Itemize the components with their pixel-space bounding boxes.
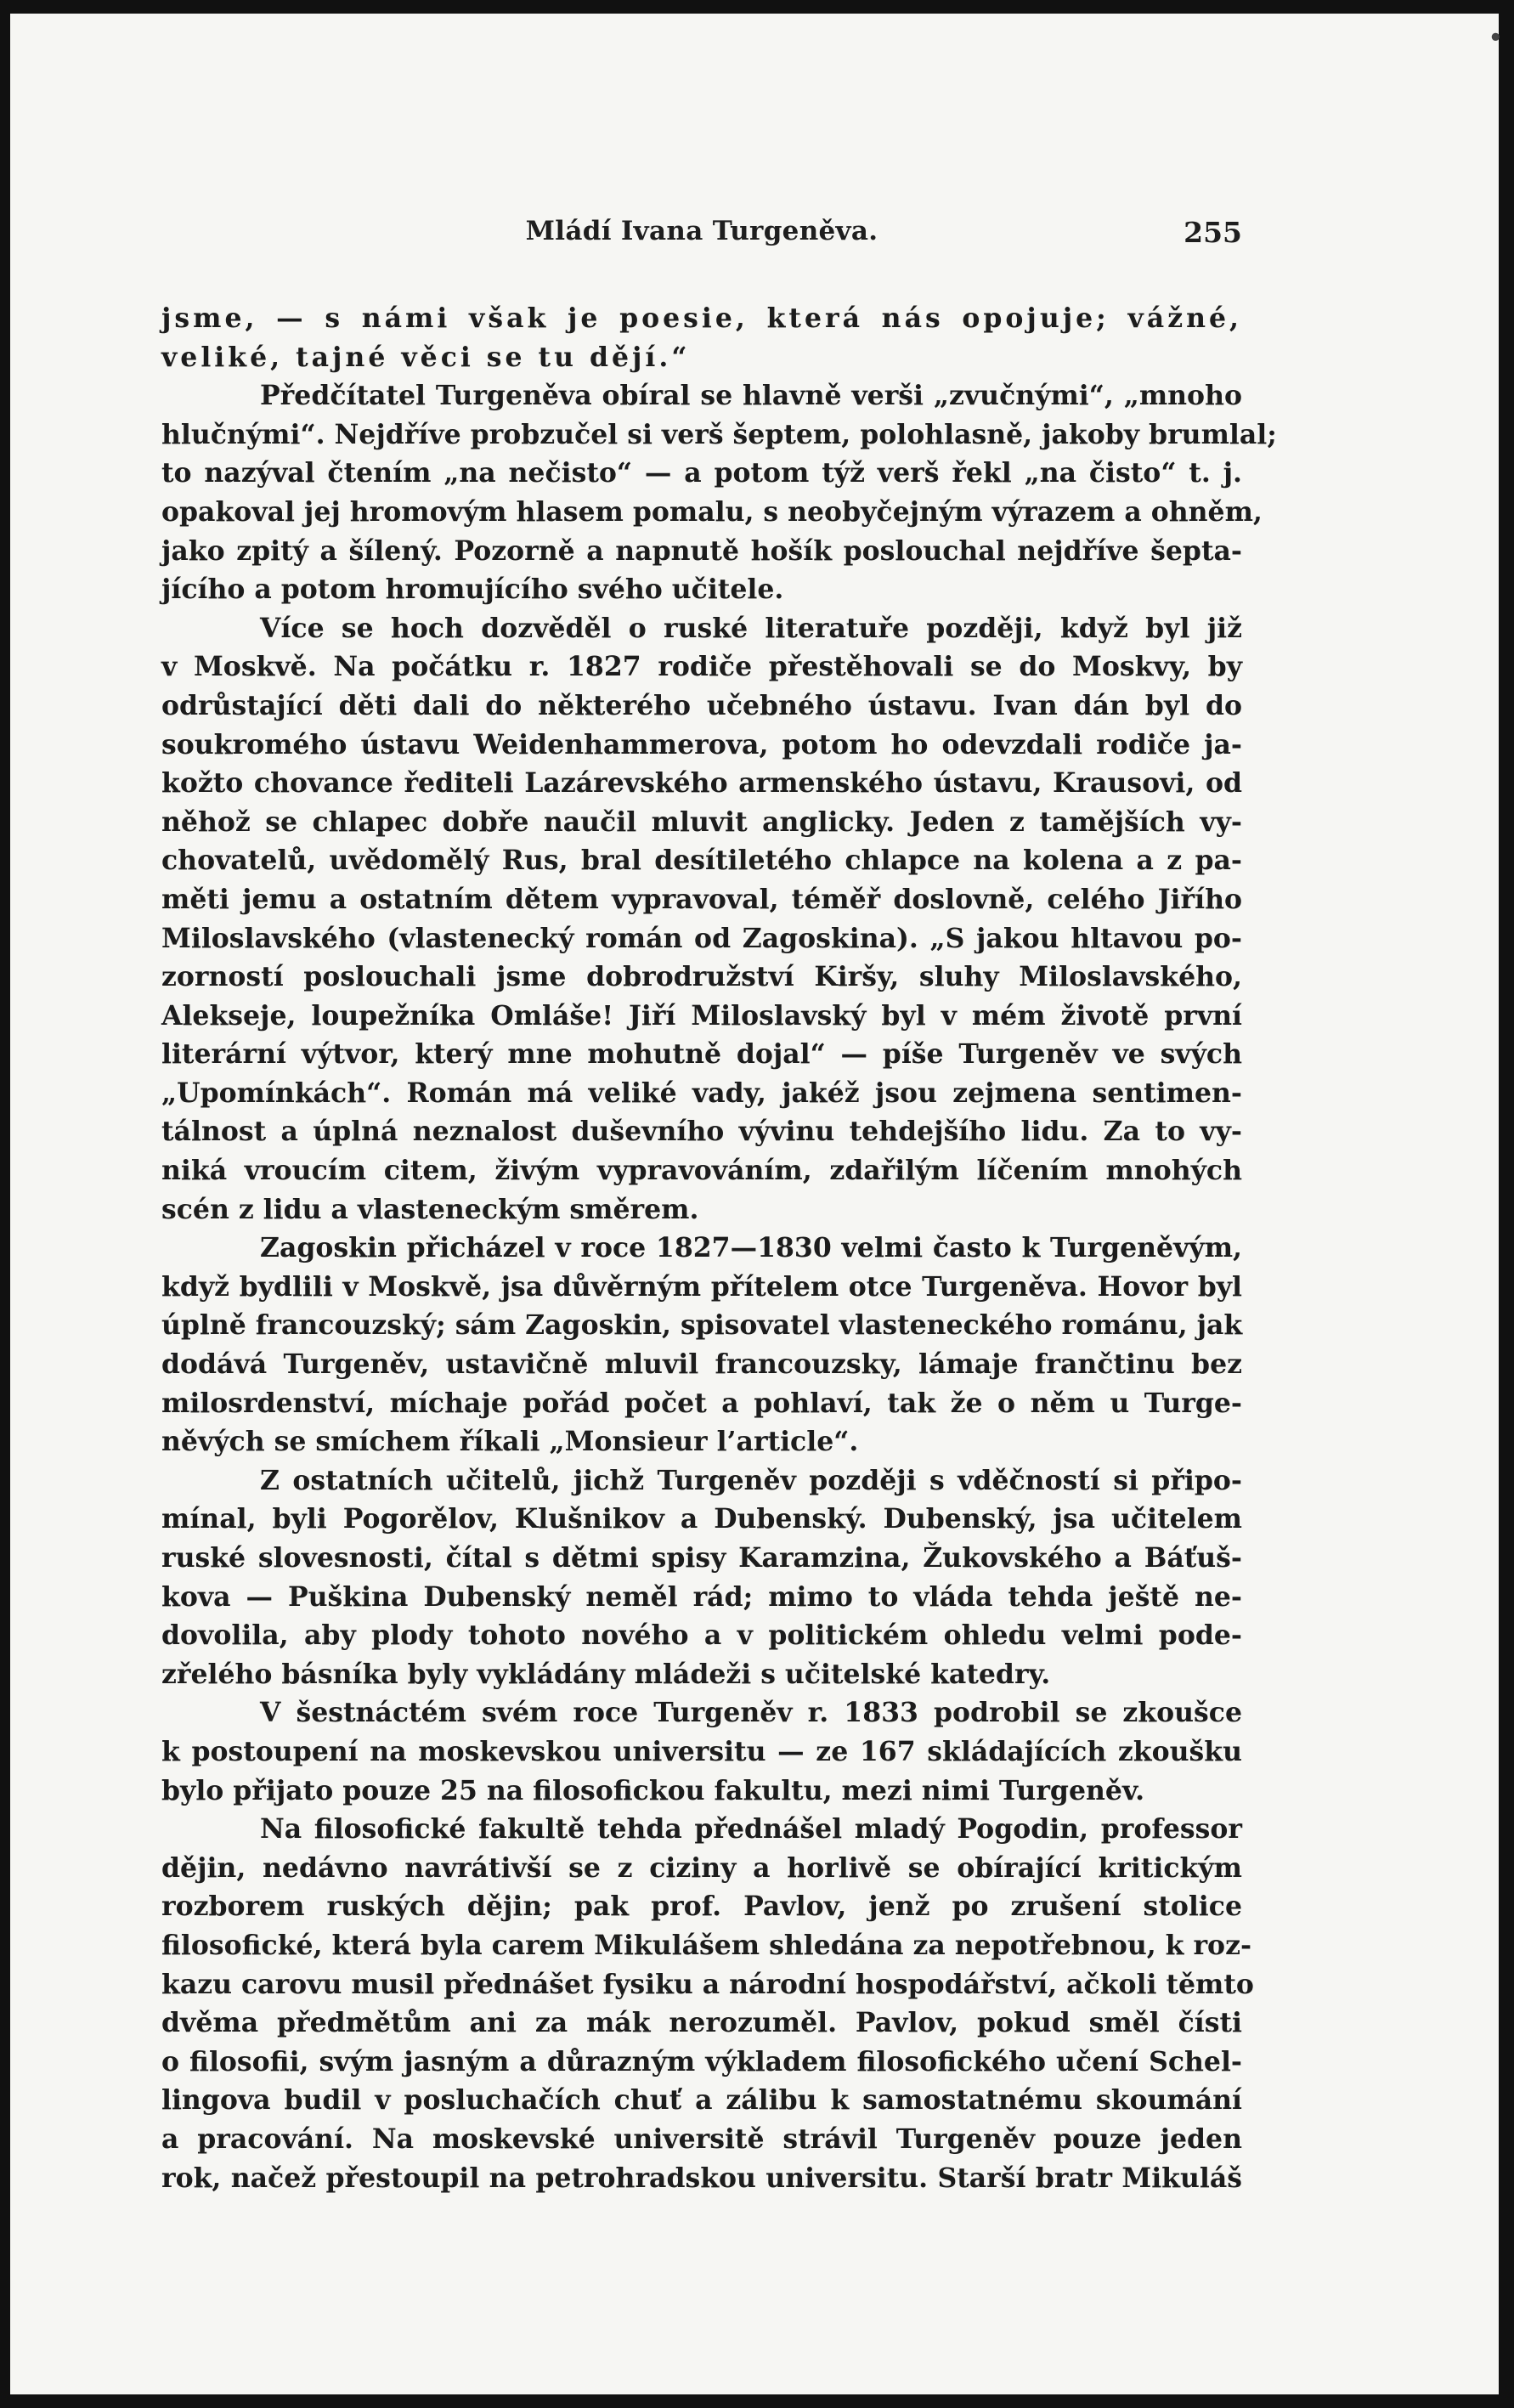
text-line: zřelého básníka byly vykládány mládeži s učitelské katedry.: [161, 1658, 1051, 1690]
text-line: „Upomínkách“. Román má veliké vady, jakéž jsou zejmena sentimen-: [161, 1077, 1242, 1109]
scan-dot: •: [1489, 25, 1503, 51]
text-line: dvěma předmětům ani za mák nerozuměl. Pavlov, pokud směl čísti: [161, 2007, 1242, 2039]
text-line: Na filosofické fakultě tehda přednášel mladý Pogodin, professor: [260, 1813, 1242, 1846]
text-line: Předčítatel Turgeněva obíral se hlavně verši „zvučnými“, „mnoho: [260, 380, 1242, 412]
text-line: opakoval jej hromovým hlasem pomalu, s neobyčejným výrazem a ohněm,: [161, 495, 1263, 528]
text-line: něvých se smíchem říkali „Monsieur l’article“.: [161, 1426, 859, 1458]
text-line: kova — Puškina Dubenský neměl rád; mimo to vláda tehda ještě ne-: [161, 1580, 1242, 1613]
body-text: [161, 299, 1277, 2197]
text-line: úplně francouzský; sám Zagoskin, spisovatel vlasteneckého románu, jak: [161, 1309, 1243, 1342]
text-line: k postoupení na moskevskou universitu — ze 167 skládajících zkoušku: [161, 1735, 1242, 1767]
text-line: milosrdenství, míchaje pořád počet a pohlaví, tak že o něm u Turge-: [161, 1387, 1242, 1419]
text-line: odrůstající děti dali do některého učebného ústavu. Ivan dán byl do: [161, 689, 1242, 721]
text-line: ruské slovesnosti, čítal s dětmi spisy Karamzina, Žukovského a Báťuš-: [161, 1542, 1242, 1574]
text-line: rok, načež přestoupil na petrohradskou universitu. Starší bratr Mikuláš: [161, 2162, 1242, 2194]
text-line: rozborem ruských dějin; pak prof. Pavlov, jenž po zrušení stolice: [161, 1891, 1242, 1923]
text-line: dodává Turgeněv, ustavičně mluvil francouzsky, lámaje frančtinu bez: [161, 1348, 1242, 1381]
text-line: scén z lidu a vlasteneckým směrem.: [161, 1193, 699, 1225]
running-title: Mládí Ivana Turgeněva.: [525, 216, 878, 246]
text-line: veliké, tajné věci se tu dějí.“: [161, 341, 691, 373]
text-line: když bydlili v Moskvě, jsa důvěrným přítelem otce Turgeněva. Hovor byl: [161, 1270, 1242, 1303]
text-line: V šestnáctém svém roce Turgeněv r. 1833 podrobil se zkoušce: [260, 1697, 1242, 1729]
page-number: 255: [1184, 216, 1242, 249]
text-line: Alekseje, loupežníka Omláše! Jiří Miloslavský byl v mém životě první: [161, 999, 1242, 1032]
text-line: měti jemu a ostatním dětem vypravoval, téměř doslovně, celého Jiřího: [161, 883, 1242, 915]
text-line: Miloslavského (vlastenecký román od Zagoskina). „S jakou hltavou po-: [161, 922, 1242, 954]
text-line: Z ostatních učitelů, jichž Turgeněv později s vděčností si připo-: [260, 1464, 1242, 1496]
text-line: lingova budil v posluchačích chuť a zálibu k samostatnému skoumání: [161, 2084, 1242, 2117]
text-line: niká vroucím citem, živým vypravováním, zdařilým líčením mnohých: [161, 1155, 1242, 1187]
text-line: Zagoskin přicházel v roce 1827—1830 velmi často k Turgeněvým,: [260, 1232, 1242, 1264]
text-line: literární výtvor, který mne mohutně dojal“ — píše Turgeněv ve svých: [161, 1038, 1242, 1071]
text-line: dovolila, aby plody tohoto nového a v politickém ohledu velmi pode-: [161, 1619, 1242, 1652]
text-line: jako zpitý a šílený. Pozorně a napnutě hošík poslouchal nejdříve šepta-: [161, 534, 1242, 567]
text-line: jícího a potom hromujícího svého učitele.: [161, 574, 784, 606]
text-line: chovatelů, uvědomělý Rus, bral desítiletého chlapce na kolena a z pa-: [161, 845, 1242, 877]
text-line: to nazýval čtením „na nečisto“ — a potom týž verš řekl „na čisto“ t. j.: [161, 457, 1242, 489]
text-line: jsme, — s námi však je poesie, která nás opojuje; vážné,: [161, 302, 1242, 334]
text-line: bylo přijato pouze 25 na filosofickou fakultu, mezi nimi Turgeněv.: [161, 1774, 1145, 1806]
text-line: zorností poslouchali jsme dobrodružství Kiršy, sluhy Miloslavského,: [161, 961, 1242, 993]
text-line: mínal, byli Pogorělov, Klušnikov a Dubenský. Dubenský, jsa učitelem: [161, 1503, 1242, 1535]
text-line: Více se hoch dozvěděl o ruské literatuře později, když byl již: [260, 612, 1242, 644]
text-line: něhož se chlapec dobře naučil mluvit anglicky. Jeden z tamějších vy-: [161, 805, 1242, 838]
text-line: a pracování. Na moskevské universitě strávil Turgeněv pouze jeden: [161, 2123, 1242, 2155]
text-line: o filosofii, svým jasným a důrazným výkladem filosofického učení Schel-: [161, 2045, 1242, 2077]
text-line: hlučnými“. Nejdříve probzučel si verš šeptem, polohlasně, jakoby brumlal;: [161, 418, 1277, 450]
text-line: dějin, nedávno navrátivší se z ciziny a horlivě se obírající kritickým: [161, 1851, 1242, 1884]
text-line: filosofické, která byla carem Mikulášem shledána za nepotřebnou, k roz-: [161, 1929, 1252, 1961]
text-line: soukromého ústavu Weidenhammerova, potom ho odevzdali rodiče ja-: [161, 728, 1242, 760]
text-line: kožto chovance řediteli Lazárevského armenského ústavu, Krausovi, od: [161, 767, 1242, 800]
text-line: tálnost a úplná neznalost duševního vývinu tehdejšího lidu. Za to vy-: [161, 1116, 1242, 1148]
text-line: kazu carovu musil přednášet fysiku a národní hospodářství, ačkoli těmto: [161, 1968, 1254, 2000]
text-line: v Moskvě. Na počátku r. 1827 rodiče přestěhovali se do Moskvy, by: [161, 651, 1242, 683]
running-header: [161, 216, 1242, 258]
